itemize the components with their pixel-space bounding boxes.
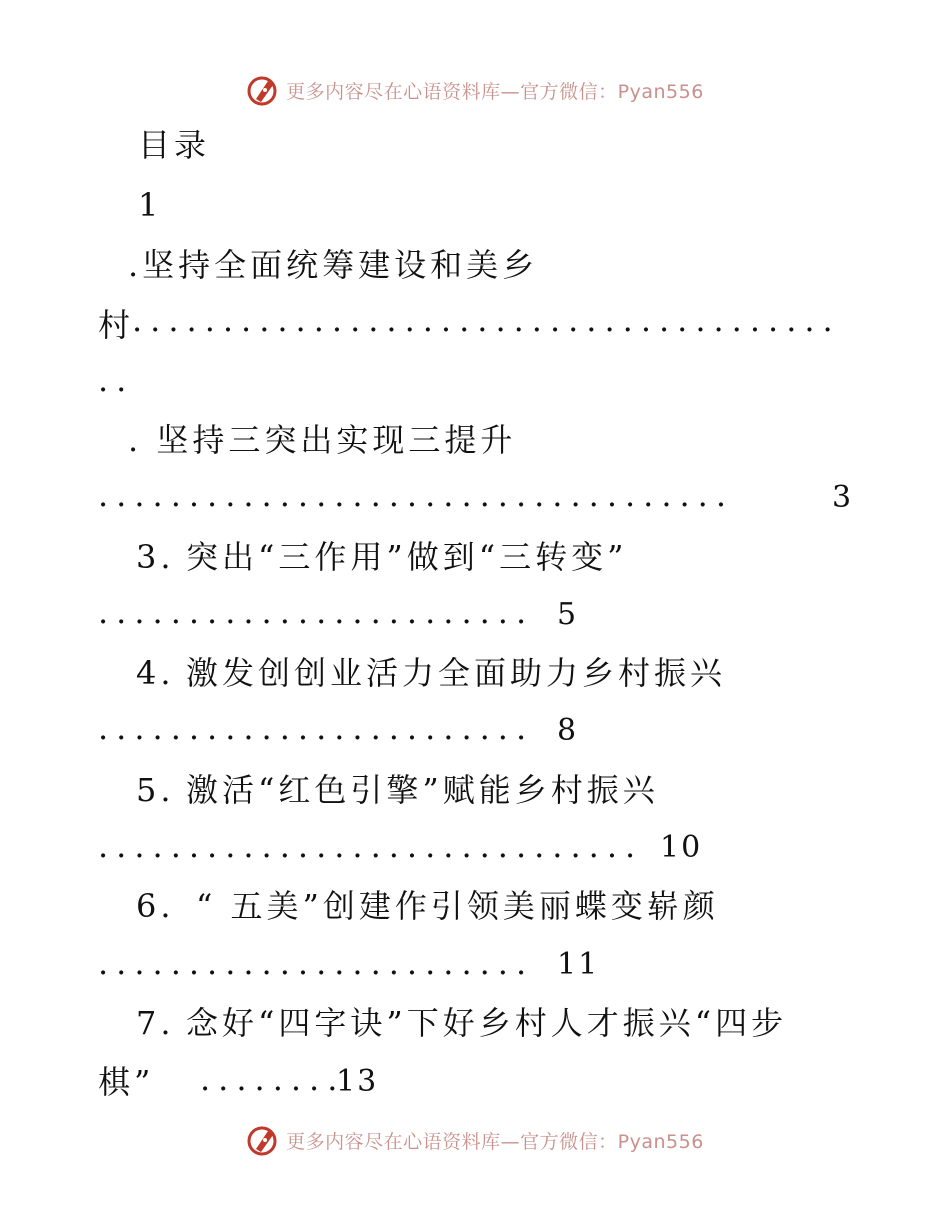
toc-entry-2-leader: ................................... bbox=[98, 476, 735, 514]
toc-entry-3-title: 突出“三作用”做到“三转变” bbox=[186, 538, 628, 576]
toc-entry-7-title-cont: 棋” bbox=[98, 1063, 155, 1101]
toc-entry-6-number: 6. bbox=[136, 887, 175, 925]
toc-entry-3-page: 5 bbox=[557, 597, 579, 632]
toc-entry-6-title: “ 五美”创建作引领美丽蝶变崭颜 bbox=[196, 887, 719, 925]
toc-entry-4-leader: ........................ bbox=[98, 709, 535, 747]
toc-entry-6-leader: ........................ bbox=[98, 944, 535, 982]
watermark-banner-top bbox=[0, 70, 950, 110]
toc-entry-5-leader: .............................. bbox=[98, 827, 644, 865]
toc-entry-4-title: 激发创创业活力全面助力乡村振兴 bbox=[186, 654, 727, 692]
watermark-text: 更多内容尽在心语资料库—官方微信：Pyan556 bbox=[286, 80, 704, 103]
toc-entry-1-leader-wrap: .. bbox=[98, 361, 135, 399]
watermark-banner-bottom bbox=[0, 1120, 950, 1160]
toc-entry-4-page: 8 bbox=[557, 713, 579, 748]
toc-entry-1-title-cont: 村 bbox=[98, 306, 135, 344]
toc-entry-6-page: 11 bbox=[557, 947, 600, 982]
watermark-text: 更多内容尽在心语资料库—官方微信：Pyan556 bbox=[286, 1130, 704, 1153]
toc-entry-5-title: 激活“红色引擎”赋能乡村振兴 bbox=[186, 771, 659, 809]
toc-entry-1-number: 1 bbox=[138, 186, 163, 224]
pen-nib-logo-icon bbox=[246, 73, 280, 107]
toc-entry-5-number: 5. bbox=[136, 771, 175, 809]
toc-entry-7-page: 13 bbox=[336, 1064, 379, 1099]
toc-heading: 目录 bbox=[138, 126, 211, 164]
toc-entry-7-number: 7. bbox=[136, 1004, 175, 1042]
toc-entry-7-leader: ........ bbox=[200, 1060, 346, 1098]
toc-entry-7-title: 念好“四字诀”下好乡村人才振兴“四步 bbox=[186, 1004, 788, 1042]
toc-entry-4-number: 4. bbox=[136, 654, 175, 692]
toc-entry-1-leader: ....................................... bbox=[132, 301, 841, 339]
toc-entry-1-title: .坚持全面统筹建设和美乡 bbox=[128, 246, 539, 284]
toc-entry-3-leader: ........................ bbox=[98, 593, 535, 631]
pen-nib-logo-icon bbox=[246, 1123, 280, 1157]
toc-entry-2-page: 3 bbox=[832, 480, 854, 515]
toc-entry-3-number: 3. bbox=[136, 538, 175, 576]
toc-entry-5-page: 10 bbox=[660, 830, 703, 865]
toc-entry-2-title: . 坚持三突出实现三提升 bbox=[128, 421, 517, 459]
